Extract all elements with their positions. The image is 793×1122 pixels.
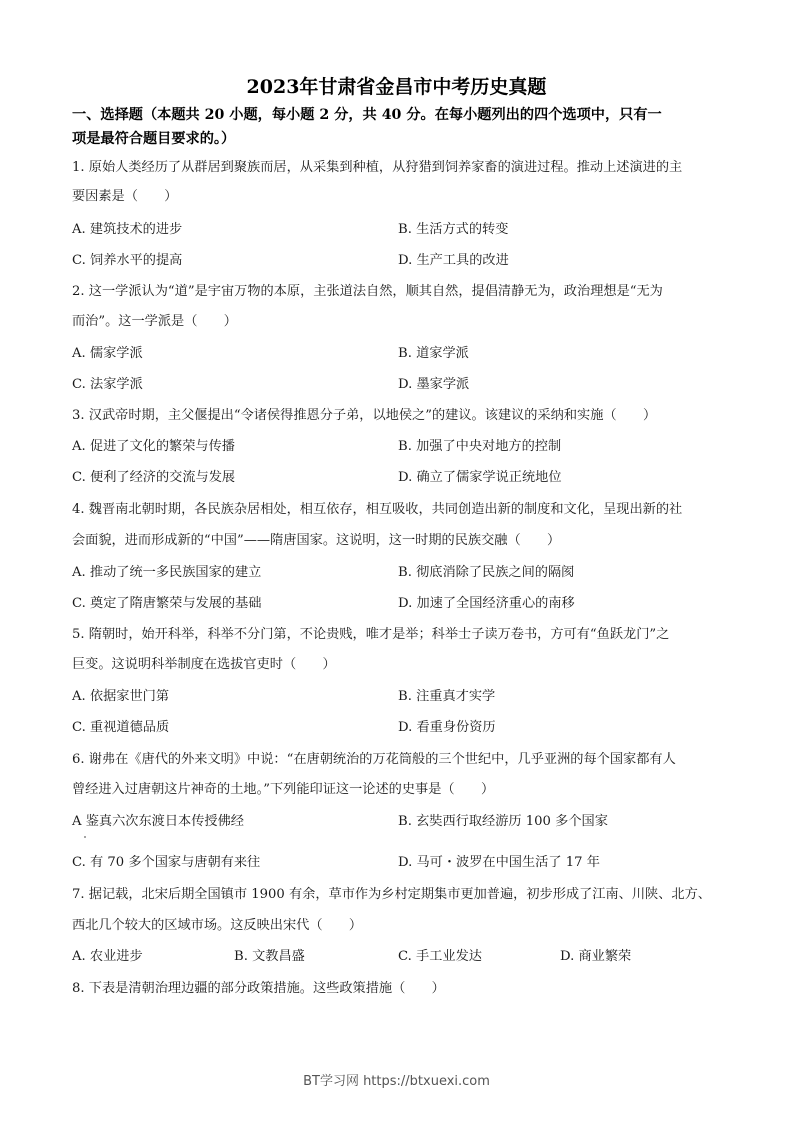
option-d: D. 加速了全国经济重心的南移 bbox=[398, 596, 575, 611]
question-stem: 要因素是（ ） bbox=[72, 189, 178, 204]
question-stem: 会面貌，进而形成新的“中国”——隋唐国家。这说明，这一时期的民族交融（ ） bbox=[72, 533, 561, 548]
question-stem: 巨变。这说明科举制度在选拔官吏时（ ） bbox=[72, 657, 336, 672]
page-title: 2023年甘肃省金昌市中考历史真题 bbox=[246, 76, 547, 98]
section-header-line-1: 一、选择题（本题共 20 小题，每小题 2 分，共 40 分。在每小题列出的四个选项中，只有一 bbox=[72, 107, 662, 123]
option-a: A. 农业进步 bbox=[72, 949, 143, 964]
option-d: D. 确立了儒家学说正统地位 bbox=[398, 470, 562, 485]
question-stem: 7. 据记载，北宋后期全国镇市 1900 有余，草市作为乡村定期集市更加普遍，初步形成了江南、川陕、北方、 bbox=[72, 887, 711, 902]
option-d: D. 墨家学派 bbox=[398, 377, 470, 392]
question-stem: 曾经进入过唐朝这片神奇的土地。”下列能印证这一论述的史事是（ ） bbox=[72, 782, 495, 797]
question-stem: 6. 谢弗在《唐代的外来文明》中说：“在唐朝统治的万花筒般的三个世纪中，几乎亚洲的每个国家都有人 bbox=[72, 752, 676, 767]
question-stem: 2. 这一学派认为“道”是宇宙万物的本原，主张道法自然，顺其自然，提倡清静无为，政治理想是“无为 bbox=[72, 284, 663, 299]
option-d: D. 看重身份资历 bbox=[398, 720, 496, 735]
option-a: A. 促进了文化的繁荣与传播 bbox=[72, 439, 235, 454]
question-stem: 8. 下表是清朝治理边疆的部分政策措施。这些政策措施（ ） bbox=[72, 981, 445, 996]
option-a: A. 推动了统一多民族国家的建立 bbox=[72, 565, 262, 580]
option-a: A 鉴真六次东渡日本传授佛经 bbox=[72, 814, 244, 829]
option-c: C. 便利了经济的交流与发展 bbox=[72, 470, 236, 485]
option-b: B. 加强了中央对地方的控制 bbox=[398, 439, 562, 454]
question-stem: 而治”。这一学派是（ ） bbox=[72, 314, 237, 329]
option-a: A. 建筑技术的进步 bbox=[72, 222, 183, 237]
option-a: A. 依据家世门第 bbox=[72, 689, 170, 704]
option-a: A. 儒家学派 bbox=[72, 346, 143, 361]
option-c: C. 奠定了隋唐繁荣与发展的基础 bbox=[72, 596, 262, 611]
question-stem: 5. 隋朝时，始开科举，科举不分门第，不论贵贱，唯才是举；科举士子读万卷书，方可有“鱼跃龙门”之 bbox=[72, 627, 670, 642]
site-watermark-footer: BT学习网 https://btxuexi.com bbox=[303, 1074, 490, 1089]
stray-dot-mark bbox=[84, 836, 86, 838]
option-b: B. 生活方式的转变 bbox=[398, 222, 509, 237]
option-c: C. 法家学派 bbox=[72, 377, 143, 392]
question-stem: 1. 原始人类经历了从群居到聚族而居，从采集到种植，从狩猎到饲养家畜的演进过程。推动上述演进的主 bbox=[72, 160, 683, 175]
option-b: B. 玄奘西行取经游历 100 多个国家 bbox=[398, 814, 608, 829]
option-c: C. 手工业发达 bbox=[398, 949, 482, 964]
option-c: C. 饲养水平的提高 bbox=[72, 253, 183, 268]
option-c: C. 有 70 多个国家与唐朝有来往 bbox=[72, 855, 261, 870]
option-b: B. 文教昌盛 bbox=[234, 949, 305, 964]
option-b: B. 道家学派 bbox=[398, 346, 469, 361]
question-stem: 西北几个较大的区域市场。这反映出宋代（ ） bbox=[72, 918, 363, 933]
option-c: C. 重视道德品质 bbox=[72, 720, 170, 735]
question-stem: 4. 魏晋南北朝时期，各民族杂居相处，相互依存，相互吸收，共同创造出新的制度和文化，呈现出新的社 bbox=[72, 502, 683, 517]
option-b: B. 注重真才实学 bbox=[398, 689, 496, 704]
option-b: B. 彻底消除了民族之间的隔阂 bbox=[398, 565, 575, 580]
option-d: D. 商业繁荣 bbox=[560, 949, 632, 964]
option-d: D. 马可・波罗在中国生活了 17 年 bbox=[398, 855, 600, 870]
question-stem: 3. 汉武帝时期，主父偃提出“令诸侯得推恩分子弟，以地侯之”的建议。该建议的采纳和实施（ ） bbox=[72, 408, 657, 423]
section-header-line-2: 项是最符合题目要求的。） bbox=[72, 131, 236, 147]
option-d: D. 生产工具的改进 bbox=[398, 253, 509, 268]
